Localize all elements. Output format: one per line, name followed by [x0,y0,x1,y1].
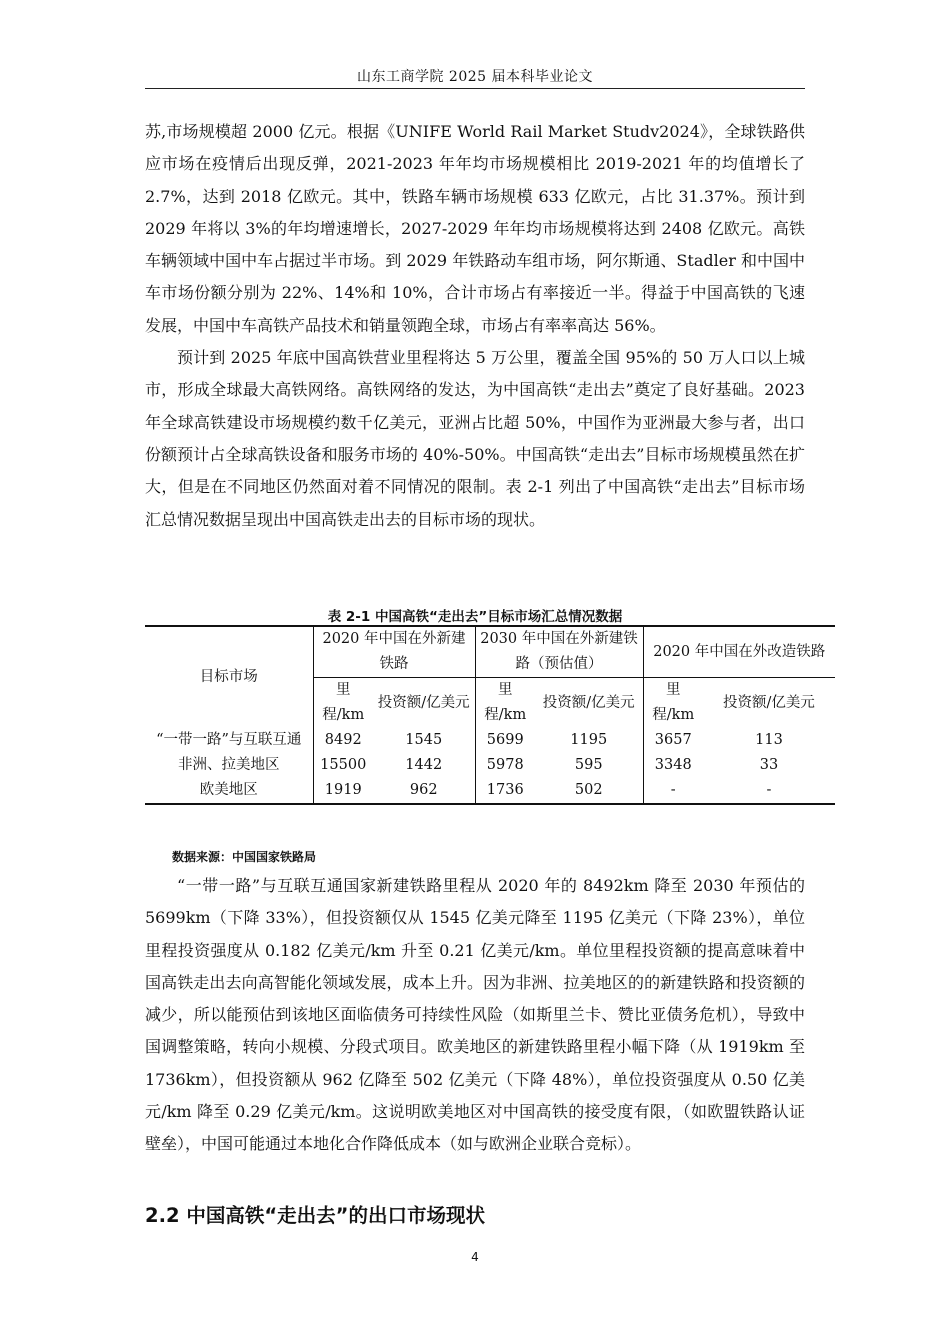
subheader-investment: 投资额/亿美元 [542,694,635,711]
cell-value: 1442 [405,757,443,773]
header-divider [145,88,805,89]
page-header: 山东工商学院 2025 届本科毕业论文 [356,69,594,85]
table-row [145,728,835,753]
table-row [145,753,835,778]
cell-value: 1545 [405,732,443,748]
cell-value: 5699 [475,728,535,753]
cell-value: - [643,778,703,804]
cell-value: 1919 [313,778,373,804]
market-name: 非洲、拉美地区 [178,757,280,773]
cell-value: 962 [373,778,475,804]
cell-value: - [703,778,835,804]
paragraph-market-scale: 苏,市场规模超 2000 亿元。根据《UNIFE World Rail Market Studv2024》，全球铁路供应市场在疫情后出现反弹，2021-2023 年年均市场规模相比 2019-2021 年的均值增长了 2.7%，达到 2018 亿欧元。其中，铁路车辆市场规模 633 亿欧元，占比 31.37%。预计到 2029 年将以 3%的年均增速增长，2027-2029 年年均市场规模将达到 2408 亿欧元。高铁车辆领域中国中车占据过半市场。到 2029 年铁路动车组市场，阿尔斯通、Stadler 和中国中车市场份额分别为 22%、14%和 10%，合计市场占有率接近一半。得益于中国高铁的飞速发展，中国中车高铁产品技术和销量领跑全球，市场占有率率高达 56%。 [145,122,805,335]
group-2030-new-estimate: 2030 年中国在外新建铁路（预估值） [475,626,643,678]
paragraph-network: 预计到 2025 年底中国高铁营业里程将达 5 万公里，覆盖全国 95%的 50 万人口以上城市，形成全球最大高铁网络。高铁网络的发达，为中国高铁“走出去”奠定了良好基础。2023 年全球高铁建设市场规模约数千亿美元，亚洲占比超 50%，中国作为亚洲最大参与者，出口份额预计占全球高铁设备和服务市场的 40%-50%。中国高铁“走出去”目标市场规模虽然在扩大，但是在不同地区仍然面对着不同情况的限制。表 2-1 列出了中国高铁“走出去”目标市场汇总情况数据呈现出中国高铁走出去的目标市场的现状。 [145,348,805,529]
cell-value: 33 [759,757,779,773]
table-row [145,778,835,804]
subheader-mileage: 里程/km [643,678,703,729]
cell-value: 502 [535,778,643,804]
cell-value: 113 [755,732,783,748]
market-name: 欧美地区 [145,778,313,804]
market-name: “一带一路”与互联互通 [156,732,302,748]
subheader-investment: 投资额/亿美元 [723,694,815,711]
table-caption: 表 2-1 中国高铁“走出去”目标市场汇总情况数据 [327,609,623,625]
body-text-bottom [145,870,805,1161]
paragraph-analysis: “一带一路”与互联互通国家新建铁路里程从 2020 年的 8492km 降至 2030 年预估的 5699km（下降 33%），但投资额仅从 1545 亿美元降至 1195 亿美元（下降 23%），单位里程投资强度从 0.182 亿美元/km 升至 0.21 亿美元/km。单位里程投资额的提高意味着中国高铁走出去向高智能化领域发展，成本上升。因为非洲、拉美地区的的新建铁路和投资额的减少，所以能预估到该地区面临债务可持续性风险（如斯里兰卡、赞比亚债务危机），导致中国调整策略，转向小规模、分段式项目。欧美地区的新建铁路里程小幅下降（从 1919km 至 1736km），但投资额从 962 亿降至 502 亿美元（下降 48%），单位投资强度从 0.50 亿美元/km 降至 0.29 亿美元/km。这说明欧美地区对中国高铁的接受度有限，（如欧盟铁路认证壁垒），中国可能通过本地化合作降低成本（如与欧洲企业联合竞标）。 [145,876,805,1154]
cell-value: 3657 [643,728,703,753]
cell-value: 1195 [570,732,608,748]
cell-value: 15500 [313,753,373,778]
group-2020-new: 2020 年中国在外新建铁路 [313,626,475,678]
subheader-mileage: 里程/km [475,678,535,729]
table-header-row [145,626,835,678]
cell-value: 5978 [475,753,535,778]
target-market-table [145,625,835,805]
cell-value: 1736 [475,778,535,804]
cell-value: 8492 [313,728,373,753]
table-source: 数据来源：中国国家铁路局 [172,850,317,864]
row-header-target-market: 目标市场 [145,626,313,728]
group-2020-upgrade: 2020 年中国在外改造铁路 [643,626,835,678]
cell-value: 595 [574,757,603,773]
subheader-investment: 投资额/亿美元 [377,694,470,711]
section-heading: 2.2 中国高铁“走出去”的出口市场现状 [145,1204,485,1227]
body-text-top [145,116,805,536]
cell-value: 3348 [643,753,703,778]
subheader-mileage: 里程/km [313,678,373,729]
page-number: 4 [471,1250,479,1264]
